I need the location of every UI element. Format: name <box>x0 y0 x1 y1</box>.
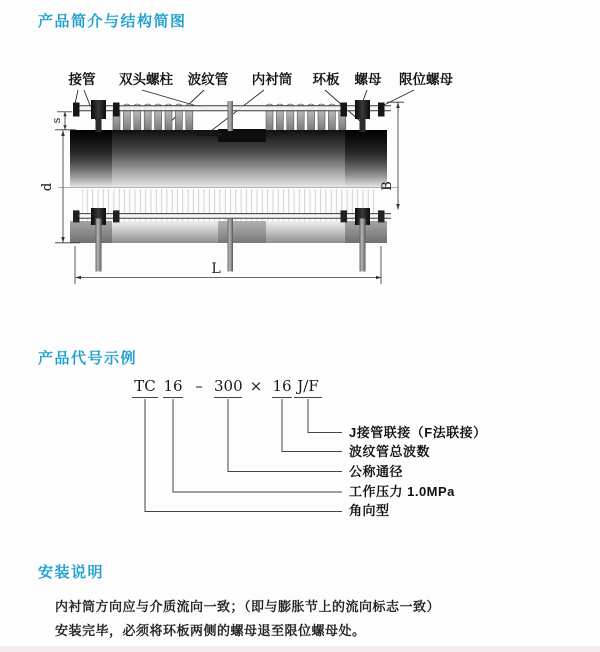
callout-working-pressure: 工作压力 1.0MPa <box>349 484 455 499</box>
section-title-install: 安装说明 <box>38 564 105 581</box>
code-token-waves: 16 <box>272 378 292 398</box>
label-double-end-stud: 双头螺柱 <box>119 72 173 87</box>
callout-angular-type: 角向型 <box>349 503 390 518</box>
install-note-2: 安装完毕，必须将环板两侧的螺母退至限位螺母处。 <box>55 623 366 638</box>
install-note-1: 内衬筒方向应与介质流向一致；（即与膨胀节上的流向标志一致） <box>55 599 441 614</box>
section-title-intro: 产品简介与结构简图 <box>38 13 187 30</box>
code-token-connection: J/F <box>294 378 322 398</box>
dim-label-L: L <box>211 261 221 277</box>
label-limit-nut: 限位螺母 <box>399 72 453 87</box>
label-inner-liner: 内衬筒 <box>251 72 293 87</box>
label-nut: 螺母 <box>354 72 382 87</box>
code-token-pressure: 16 <box>163 378 183 398</box>
code-token-times: × <box>249 377 263 395</box>
label-ring-plate: 环板 <box>312 72 340 87</box>
code-token-dash: – <box>195 377 203 395</box>
callout-connection-type: J接管联接（F法联接） <box>349 425 487 440</box>
dimension-s <box>50 112 72 130</box>
part-labels <box>68 71 454 87</box>
label-bellows: 波纹管 <box>187 72 229 87</box>
callout-wave-count: 波纹管总波数 <box>349 444 431 459</box>
label-connecting-pipe: 接管 <box>68 72 96 87</box>
code-token-type: TC <box>132 378 158 398</box>
dim-label-B: B <box>380 181 395 191</box>
callout-nominal-diameter: 公称通径 <box>349 464 404 479</box>
dim-label-d: d <box>40 182 55 192</box>
dim-label-s: s <box>50 117 63 124</box>
structure-diagram <box>0 55 600 305</box>
code-token-diameter: 300 <box>214 378 242 398</box>
page-bottom-edge <box>0 646 600 652</box>
section-title-code: 产品代号示例 <box>38 350 138 367</box>
code-callout-lines <box>0 396 600 526</box>
joint-body <box>70 129 387 187</box>
